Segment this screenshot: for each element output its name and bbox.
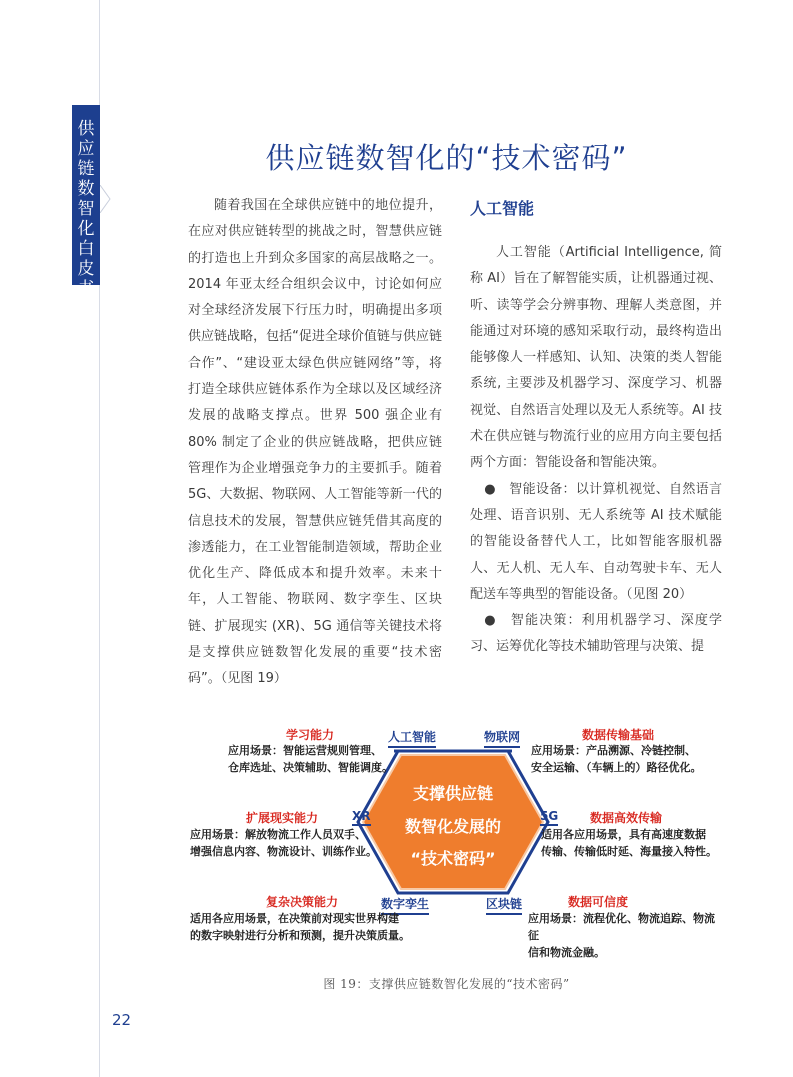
tag-chain: 区块链	[486, 895, 522, 912]
credible-title: 数据可信度	[568, 895, 629, 909]
side-tab-notch	[100, 185, 112, 213]
right-column	[470, 240, 722, 661]
hex-line-2: 数智化发展的	[404, 817, 501, 836]
extended-text: 应用场景：解放物流工作人员双手、 增强信息内容、物流设计、训练作业。	[190, 828, 377, 858]
page-title: 供应链数智化的“技术密码”	[265, 141, 628, 175]
left-paragraph: 随着我国在全球供应链中的地位提升，在应对供应链转型的挑战之时，智慧供应链的打造也上升到众多国家的高层战略之一。2014 年亚太经合组织会议中，讨论如何应对全球经济发展下行压力时，明确提出多项供应链战略，包括“促进全球价值链与供应链合作”、“建设亚太绿色供应链网络”等，将打造全球供应链体系作为全球以及区域经济发展的战略支撑点。世界 500 强企业有 80% 制定了企业的供应链战略，把供应链管理作为企业增强竞争力的主要抓手。随着 5G、大数据、物联网、人工智能等新一代的信息技术的发展，智慧供应链凭借其高度的渗透能力，在工业智能制造领域，帮助企业优化生产、降低成本和提升效率。未来十年，人工智能、物联网、数字孪生、区块链、扩展现实 (XR)、5G 通信等关键技术将是支撑供应链数智化发展的重要“技术密码”。（见图 19）	[188, 198, 442, 687]
tag-twin: 数字孪生	[381, 895, 429, 912]
hex-line-1: 支撑供应链	[412, 784, 493, 803]
bullet-smart-decision: ● 智能决策：利用机器学习、深度学习、运筹优化等技术辅助管理与决策、提	[470, 613, 722, 655]
figure-caption: 图 19：支撑供应链数智化发展的“技术密码”	[323, 977, 570, 991]
credible-text: 应用场景：流程优化、物流追踪、物流征 信和物流金融。	[528, 912, 715, 959]
right-intro: 人工智能（Artificial Intelligence, 简称 AI）旨在了解智能实质，让机器通过视、听、读等学会分辨事物、理解人类意图，并能通过对环境的感知采取行动，最终构造出能够像人一样感知、认知、决策的类人智能系统, 主要涉及机器学习、深度学习、机器视觉、自然语言处理以及无人系统等。AI 技术在供应链与物流行业的应用方向主要包括两个方面：智能设备和智能决策。	[470, 245, 722, 471]
learning-text: 应用场景：智能运营规则管理、 仓库选址、决策辅助、智能调度。	[228, 744, 393, 774]
tech-code-figure	[188, 725, 718, 959]
page-number: 22	[112, 1011, 132, 1029]
side-tab-label: 供应链数智化白皮书	[77, 119, 95, 299]
hex-line-3: “技术密码”	[410, 849, 496, 868]
efficient-text: 适用各应用场景，具有高速度数据 传输、传输低时延、海量接入特性。	[541, 828, 717, 858]
learning-title: 学习能力	[286, 728, 335, 742]
side-tab	[72, 105, 100, 299]
tag-xr: XR	[352, 809, 371, 823]
extended-title: 扩展现实能力	[246, 811, 319, 825]
complex-title: 复杂决策能力	[266, 895, 339, 909]
efficient-title: 数据高效传输	[590, 811, 663, 825]
tag-ai: 人工智能	[388, 728, 436, 745]
transmission-text: 应用场景：产品溯源、冷链控制、 安全运输、（车辆上的）路径优化。	[531, 744, 702, 774]
transmission-title: 数据传输基础	[582, 728, 655, 742]
tag-5g: 5G	[540, 809, 558, 823]
left-column	[188, 193, 442, 693]
tag-iot: 物联网	[484, 728, 520, 745]
section-heading: 人工智能	[470, 199, 535, 218]
complex-text: 适用各应用场景，在决策前对现实世界构建 的数字映射进行分析和预测，提升决策质量。	[190, 912, 410, 942]
bullet-smart-devices: ● 智能设备：以计算机视觉、自然语言处理、语音识别、无人系统等 AI 技术赋能的智能设备替代人工，比如智能客服机器人、无人机、无人车、自动驾驶卡车、无人配送车等典型的智能设备。（见图 20）	[470, 481, 722, 602]
